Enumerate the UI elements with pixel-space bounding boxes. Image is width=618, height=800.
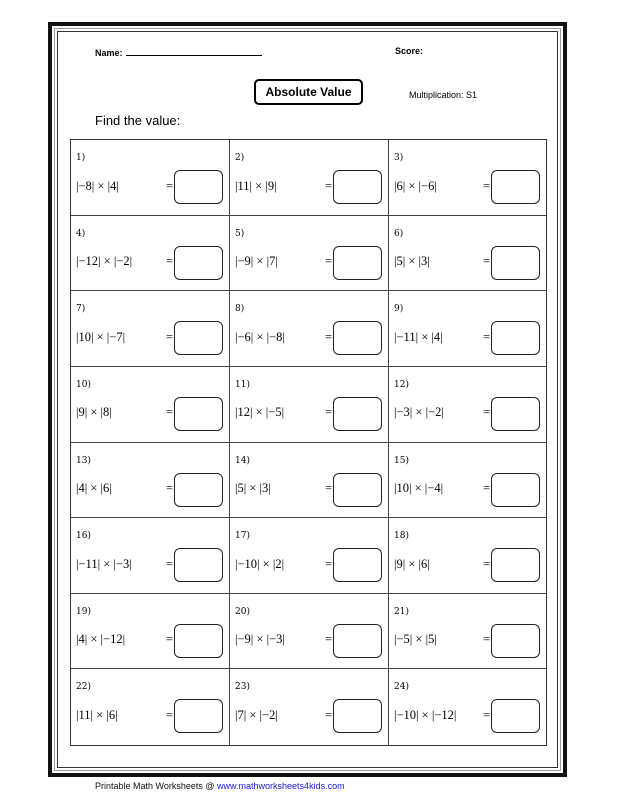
problem-expression: |6| × |−6| [394,178,437,193]
name-blank-line[interactable] [126,46,262,56]
problem-number: 6) [394,228,404,239]
problem-cell [230,443,389,519]
answer-box[interactable] [491,473,540,507]
problem-cell [389,443,546,519]
score-label: Score: [395,46,424,56]
problem-line [235,481,332,497]
answer-box[interactable] [174,624,223,658]
problem-number: 7) [76,304,86,315]
problem-cell [389,518,546,594]
problem-cell [71,216,230,292]
answer-box[interactable] [174,548,223,582]
problem-cell [389,669,546,745]
problem-expression: |11| × |9| [235,178,277,193]
problem-line [76,481,173,497]
answer-box[interactable] [333,473,382,507]
equals-sign: = [324,632,332,647]
equals-sign: = [165,556,173,571]
problem-line [235,405,332,421]
problem-expression: |−11| × |−3| [76,556,132,571]
equals-sign: = [482,254,490,269]
answer-box[interactable] [491,624,540,658]
problem-expression: |−3| × |−2| [394,405,444,420]
problem-cell [230,594,389,670]
problem-expression: |11| × |6| [76,707,118,722]
problem-line [76,405,173,421]
problem-line [235,556,332,572]
problem-line [394,329,490,345]
problem-number: 9) [394,304,404,315]
problem-expression: |−6| × |−8| [235,329,285,344]
footer [95,781,345,791]
problem-number: 24) [394,682,409,693]
problem-grid [70,139,547,746]
problem-cell [389,216,546,292]
problem-line [76,556,173,572]
answer-box[interactable] [174,699,223,733]
problem-expression: |9| × |6| [394,556,430,571]
problem-line [76,707,173,723]
problem-cell [389,594,546,670]
problem-number: 19) [76,606,91,617]
problem-line [235,632,332,648]
problem-cell [230,140,389,216]
equals-sign: = [165,329,173,344]
answer-box[interactable] [333,548,382,582]
problem-number: 10) [76,379,91,390]
problem-expression: |5| × |3| [235,481,271,495]
problem-cell [71,367,230,443]
answer-box[interactable] [491,321,540,355]
equals-sign: = [482,707,490,722]
answer-box[interactable] [333,397,382,431]
problem-expression: |−10| × |2| [235,556,285,571]
problem-number: 22) [76,682,91,693]
problem-number: 13) [76,455,91,466]
equals-sign: = [165,178,173,193]
problem-cell [389,291,546,367]
equals-sign: = [165,405,173,420]
problem-expression: |−8| × |4| [76,178,119,193]
problem-number: 1) [76,153,86,163]
equals-sign: = [165,254,173,269]
problem-expression: |−9| × |7| [235,254,278,269]
answer-box[interactable] [491,397,540,431]
problem-expression: |4| × |−12| [76,632,126,647]
equals-sign: = [482,481,490,495]
problem-expression: |−12| × |−2| [76,254,133,269]
problem-number: 16) [76,531,91,542]
problem-expression: |7| × |−2| [235,707,278,722]
problem-cell [71,443,230,519]
problem-cell [389,367,546,443]
problem-line [235,707,332,723]
footer-link[interactable]: www.mathworksheets4kids.com [217,781,345,791]
problem-expression: |−5| × |5| [394,632,437,647]
equals-sign: = [324,707,332,722]
answer-box[interactable] [491,246,540,280]
worksheet-title [254,79,363,105]
problem-line [394,405,490,421]
problem-cell [230,518,389,594]
problem-number: 14) [235,455,250,466]
problem-line [235,178,332,194]
equals-sign: = [324,405,332,420]
problem-number: 5) [235,228,245,239]
problem-cell [230,367,389,443]
worksheet-title-text: Absolute Value [265,85,352,99]
worksheet-subtitle: Multiplication: S1 [409,90,478,100]
problem-line [394,254,490,270]
problem-line [76,329,173,345]
equals-sign: = [165,632,173,647]
problem-number: 21) [394,606,409,617]
problem-expression: |−9| × |−3| [235,632,285,647]
answer-box[interactable] [174,246,223,280]
equals-sign: = [324,481,332,495]
problem-cell [71,291,230,367]
answer-box[interactable] [491,699,540,733]
answer-box[interactable] [333,246,382,280]
problem-line [76,632,173,648]
answer-box[interactable] [491,170,540,204]
problem-number: 4) [76,228,86,239]
equals-sign: = [482,178,490,193]
equals-sign: = [324,178,332,193]
name-label: Name: [95,48,123,58]
equals-sign: = [165,707,173,722]
footer-text: Printable Math Worksheets @ [95,781,218,791]
problem-expression: |10| × |−4| [394,481,444,495]
problem-line [76,254,173,270]
problem-expression: |−11| × |4| [394,329,443,344]
problem-cell [230,291,389,367]
problem-number: 2) [235,153,245,163]
problem-expression: |5| × |3| [394,254,430,269]
answer-box[interactable] [174,473,223,507]
problem-line [76,178,173,194]
problem-line [235,254,332,270]
equals-sign: = [165,481,173,495]
equals-sign: = [482,556,490,571]
answer-box[interactable] [174,321,223,355]
problem-cell [230,216,389,292]
problem-line [394,178,490,194]
answer-box[interactable] [333,170,382,204]
problem-line [394,481,490,497]
problem-line [235,329,332,345]
answer-box[interactable] [174,397,223,431]
problem-number: 12) [394,379,409,390]
problem-expression: |4| × |6| [76,481,112,495]
equals-sign: = [324,254,332,269]
problem-cell [71,594,230,670]
equals-sign: = [324,329,332,344]
answer-box[interactable] [174,170,223,204]
answer-box[interactable] [333,321,382,355]
equals-sign: = [324,556,332,571]
equals-sign: = [482,329,490,344]
problem-number: 11) [235,379,250,390]
problem-expression: |12| × |−5| [235,405,285,420]
answer-box[interactable] [333,624,382,658]
problem-number: 20) [235,606,250,617]
equals-sign: = [482,632,490,647]
problem-line [394,556,490,572]
name-field[interactable] [95,46,262,58]
problem-cell [71,669,230,745]
problem-number: 18) [394,531,409,542]
problem-cell [389,140,546,216]
problem-cell [230,669,389,745]
problem-expression: |−10| × |−12| [394,707,457,722]
answer-box[interactable] [333,699,382,733]
problem-line [394,707,490,723]
problem-number: 3) [394,153,404,163]
problem-cell [71,140,230,216]
problem-number: 17) [235,531,250,542]
problem-expression: |9| × |8| [76,405,112,420]
problem-expression: |10| × |−7| [76,329,126,344]
equals-sign: = [482,405,490,420]
problem-number: 23) [235,682,250,693]
answer-box[interactable] [491,548,540,582]
problem-number: 8) [235,304,245,315]
problem-line [394,632,490,648]
instruction-text: Find the value: [95,113,181,128]
problem-cell [71,518,230,594]
problem-number: 15) [394,455,409,466]
